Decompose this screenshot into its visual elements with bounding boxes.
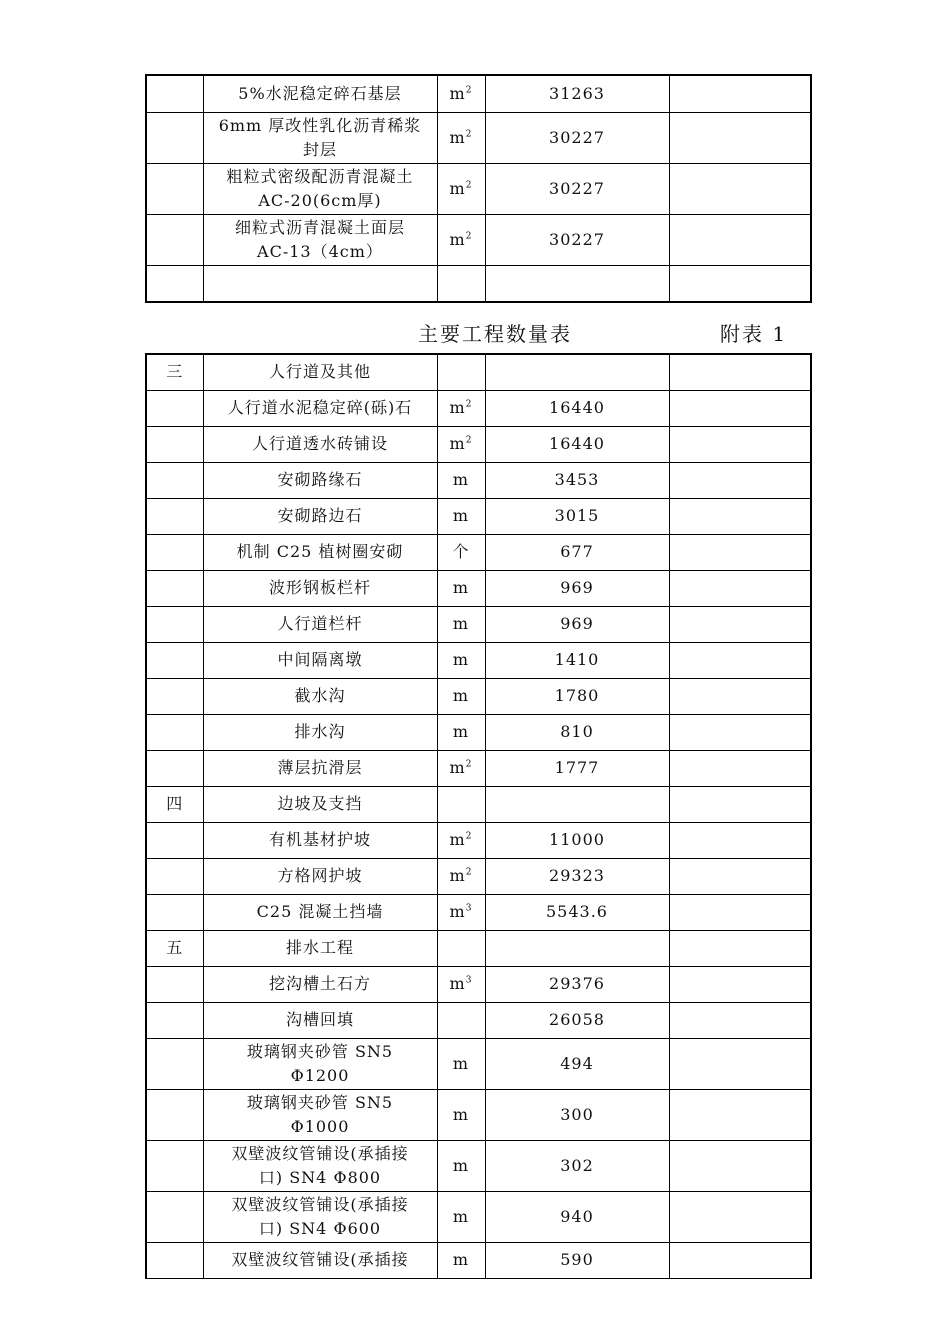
table-row <box>146 75 811 112</box>
row-number-cell <box>146 498 203 534</box>
unit-cell <box>437 678 485 714</box>
quantity-cell: 1780 <box>485 678 669 714</box>
item-name-line: 人行道水泥稳定碎(砾)石 <box>227 398 413 417</box>
row-number-cell <box>146 390 203 426</box>
item-name-line: 挖沟槽土石方 <box>268 974 371 993</box>
item-name-line: 6mm 厚改性乳化沥青稀浆 <box>218 115 422 135</box>
item-name-line: 中间隔离墩 <box>277 650 363 669</box>
item-name-line: 人行道透水砖铺设 <box>251 434 388 453</box>
row-number-cell <box>146 1089 203 1140</box>
item-name-line: 粗粒式密级配沥青混凝土 <box>226 166 414 186</box>
unit-text: m <box>449 902 466 921</box>
remarks-cell <box>669 570 811 606</box>
remarks-cell <box>669 858 811 894</box>
unit-text: m <box>449 830 466 849</box>
unit-cell <box>437 786 485 822</box>
item-name-line: 5%水泥稳定碎石基层 <box>238 83 402 103</box>
remarks-cell <box>669 1038 811 1089</box>
unit-text: m <box>449 758 466 777</box>
remarks-cell <box>669 822 811 858</box>
remarks-cell <box>669 462 811 498</box>
item-name-cell <box>203 498 437 534</box>
item-name-line: 排水沟 <box>294 722 346 741</box>
unit-cell <box>437 642 485 678</box>
table-row <box>146 930 811 966</box>
item-name-cell <box>203 642 437 678</box>
item-name-line: 玻璃钢夹砂管 SN5 <box>246 1041 394 1061</box>
remarks-cell <box>669 966 811 1002</box>
item-name-cell <box>203 1002 437 1038</box>
item-name-cell <box>203 1191 437 1242</box>
table-row <box>146 1140 811 1191</box>
remarks-cell <box>669 1089 811 1140</box>
unit-text: m <box>449 127 466 147</box>
item-name-cell <box>203 265 437 302</box>
unit-text: m <box>452 1053 470 1073</box>
unit-superscript: 3 <box>465 903 473 914</box>
table-row <box>146 354 811 390</box>
unit-cell <box>437 606 485 642</box>
unit-text: m <box>452 722 470 741</box>
table-row <box>146 112 811 163</box>
unit-text: m <box>452 470 470 489</box>
unit-cell <box>437 750 485 786</box>
unit-cell <box>437 714 485 750</box>
item-name-cell <box>203 894 437 930</box>
unit-text: m <box>452 578 470 597</box>
item-name-cell <box>203 1140 437 1191</box>
unit-superscript: 3 <box>465 975 473 986</box>
unit-text: m <box>452 686 470 705</box>
remarks-cell <box>669 678 811 714</box>
unit-text: m <box>452 614 470 633</box>
row-number-cell <box>146 534 203 570</box>
unit-text: m <box>452 506 470 525</box>
remarks-cell <box>669 265 811 302</box>
row-number-cell <box>146 894 203 930</box>
row-number-cell <box>146 1140 203 1191</box>
unit-cell <box>437 894 485 930</box>
item-name-cell <box>203 930 437 966</box>
item-name-line <box>206 271 435 295</box>
unit-cell <box>437 462 485 498</box>
quantity-cell <box>485 265 669 302</box>
remarks-cell <box>669 1140 811 1191</box>
item-name-line: 人行道栏杆 <box>277 614 363 633</box>
table-row <box>146 822 811 858</box>
item-name-line: 边坡及支挡 <box>277 794 363 813</box>
item-name-line: 截水沟 <box>294 686 346 705</box>
item-name-cell <box>203 822 437 858</box>
unit-cell <box>437 1089 485 1140</box>
unit-cell <box>437 1242 485 1278</box>
item-name-cell <box>203 390 437 426</box>
item-name-cell <box>203 750 437 786</box>
unit-text: m <box>452 1250 470 1269</box>
quantity-cell <box>485 930 669 966</box>
unit-text: m <box>449 83 466 103</box>
unit-text: m <box>449 229 466 249</box>
remarks-cell <box>669 1242 811 1278</box>
item-name-line: 机制 C25 植树圈安砌 <box>236 542 404 561</box>
item-name-line: 排水工程 <box>285 938 354 957</box>
table-row <box>146 750 811 786</box>
quantity-cell: 26058 <box>485 1002 669 1038</box>
quantity-cell: 30227 <box>485 163 669 214</box>
unit-superscript: 2 <box>465 831 473 842</box>
item-name-line: Φ1200 <box>290 1065 350 1085</box>
item-name-line: 人行道及其他 <box>268 362 371 382</box>
row-number-cell <box>146 966 203 1002</box>
unit-cell <box>437 570 485 606</box>
row-number-cell <box>146 606 203 642</box>
unit-cell <box>437 163 485 214</box>
table-row <box>146 606 811 642</box>
item-name-cell <box>203 606 437 642</box>
row-number-cell <box>146 1242 203 1278</box>
unit-superscript: 2 <box>465 231 473 242</box>
quantity-cell: 30227 <box>485 214 669 265</box>
unit-superscript: 2 <box>465 759 473 770</box>
quantity-cell: 969 <box>485 570 669 606</box>
item-name-cell <box>203 534 437 570</box>
table-row <box>146 1242 811 1278</box>
unit-superscript: 2 <box>465 867 473 878</box>
quantity-table-main <box>145 353 812 1279</box>
remarks-cell <box>669 930 811 966</box>
table-row <box>146 462 811 498</box>
item-name-cell <box>203 1242 437 1278</box>
remarks-cell <box>669 75 811 112</box>
row-number-cell <box>146 750 203 786</box>
unit-text: 个 <box>452 542 470 561</box>
quantity-cell: 11000 <box>485 822 669 858</box>
unit-cell <box>437 966 485 1002</box>
table-row <box>146 214 811 265</box>
unit-cell <box>437 354 485 390</box>
quantity-cell: 31263 <box>485 75 669 112</box>
item-name-line: 薄层抗滑层 <box>277 758 363 777</box>
table-row <box>146 1002 811 1038</box>
quantity-cell: 16440 <box>485 426 669 462</box>
remarks-cell <box>669 894 811 930</box>
row-number-cell <box>146 112 203 163</box>
remarks-cell <box>669 606 811 642</box>
item-name-line: 口) SN4 Φ800 <box>258 1167 382 1187</box>
item-name-line: 方格网护坡 <box>277 866 363 885</box>
item-name-line: 安砌路缘石 <box>277 470 363 489</box>
item-name-line: 口) SN4 Φ600 <box>258 1218 382 1238</box>
quantity-cell: 494 <box>485 1038 669 1089</box>
item-name-line: 细粒式沥青混凝土面层 <box>234 217 405 237</box>
row-number-cell <box>146 265 203 302</box>
table-row <box>146 426 811 462</box>
unit-text: m <box>449 398 466 417</box>
unit-text: m <box>452 1206 470 1226</box>
row-number-cell <box>146 1002 203 1038</box>
row-number-cell <box>146 214 203 265</box>
unit-cell <box>437 1140 485 1191</box>
quantity-cell: 3015 <box>485 498 669 534</box>
unit-cell <box>437 265 485 302</box>
quantity-cell: 30227 <box>485 112 669 163</box>
quantity-cell: 29376 <box>485 966 669 1002</box>
remarks-cell <box>669 163 811 214</box>
item-name-line: Φ1000 <box>290 1116 350 1136</box>
table-row <box>146 265 811 302</box>
remarks-cell <box>669 1002 811 1038</box>
item-name-line: 双壁波纹管铺设(承插接 <box>231 1250 409 1269</box>
unit-text: m <box>452 1104 470 1124</box>
unit-superscript: 2 <box>465 180 473 191</box>
row-number-cell <box>146 163 203 214</box>
item-name-line: AC-13（4cm） <box>257 241 383 261</box>
unit-superscript: 2 <box>465 85 473 96</box>
item-name-cell <box>203 462 437 498</box>
item-name-cell <box>203 354 437 390</box>
quantity-cell: 3453 <box>485 462 669 498</box>
item-name-line: 沟槽回填 <box>285 1010 354 1029</box>
item-name-cell <box>203 570 437 606</box>
quantity-cell: 677 <box>485 534 669 570</box>
unit-cell <box>437 214 485 265</box>
table-row <box>146 163 811 214</box>
row-number-cell: 四 <box>146 786 203 822</box>
item-name-cell <box>203 786 437 822</box>
table-row <box>146 894 811 930</box>
quantity-cell: 940 <box>485 1191 669 1242</box>
remarks-cell <box>669 750 811 786</box>
unit-superscript: 2 <box>465 129 473 140</box>
remarks-cell <box>669 642 811 678</box>
unit-superscript: 2 <box>465 399 473 410</box>
row-number-cell <box>146 75 203 112</box>
table-row <box>146 1038 811 1089</box>
table-row <box>146 1089 811 1140</box>
quantity-cell <box>485 786 669 822</box>
row-number-cell <box>146 1191 203 1242</box>
remarks-cell <box>669 354 811 390</box>
item-name-cell <box>203 858 437 894</box>
row-number-cell <box>146 426 203 462</box>
quantity-cell <box>485 354 669 390</box>
remarks-cell <box>669 534 811 570</box>
unit-cell <box>437 426 485 462</box>
row-number-cell <box>146 1038 203 1089</box>
item-name-cell <box>203 1089 437 1140</box>
row-number-cell <box>146 462 203 498</box>
remarks-cell <box>669 426 811 462</box>
row-number-cell: 五 <box>146 930 203 966</box>
unit-text: m <box>449 178 466 198</box>
quantity-cell: 16440 <box>485 390 669 426</box>
table-row <box>146 966 811 1002</box>
item-name-line: 波形钢板栏杆 <box>268 578 371 597</box>
item-name-line: 封层 <box>302 139 337 159</box>
table-row <box>146 1191 811 1242</box>
item-name-cell <box>203 714 437 750</box>
row-number-cell <box>146 858 203 894</box>
quantity-cell: 810 <box>485 714 669 750</box>
remarks-cell <box>669 1191 811 1242</box>
row-number-cell: 三 <box>146 354 203 390</box>
quantity-cell: 969 <box>485 606 669 642</box>
table-row <box>146 714 811 750</box>
unit-cell <box>437 858 485 894</box>
table-row <box>146 570 811 606</box>
quantity-cell: 590 <box>485 1242 669 1278</box>
table-caption-title: 主要工程数量表 <box>418 322 572 346</box>
unit-superscript: 2 <box>465 435 473 446</box>
remarks-cell <box>669 498 811 534</box>
unit-cell <box>437 930 485 966</box>
quantity-cell: 5543.6 <box>485 894 669 930</box>
item-name-cell <box>203 163 437 214</box>
item-name-cell <box>203 214 437 265</box>
item-name-line: 安砌路边石 <box>277 506 363 525</box>
quantity-table-continued <box>145 74 812 303</box>
item-name-line: 双壁波纹管铺设(承插接 <box>231 1194 409 1214</box>
unit-text: m <box>449 434 466 453</box>
item-name-cell <box>203 966 437 1002</box>
table-row <box>146 642 811 678</box>
row-number-cell <box>146 570 203 606</box>
item-name-line: 有机基材护坡 <box>268 830 371 849</box>
unit-cell <box>437 75 485 112</box>
unit-cell <box>437 822 485 858</box>
unit-cell <box>437 1038 485 1089</box>
remarks-cell <box>669 112 811 163</box>
quantity-cell: 302 <box>485 1140 669 1191</box>
quantity-cell: 29323 <box>485 858 669 894</box>
table-attachment-label: 附表 1 <box>720 322 788 346</box>
unit-cell <box>437 1191 485 1242</box>
remarks-cell <box>669 214 811 265</box>
row-number-cell <box>146 822 203 858</box>
table-row <box>146 498 811 534</box>
remarks-cell <box>669 390 811 426</box>
quantity-cell: 300 <box>485 1089 669 1140</box>
row-number-cell <box>146 714 203 750</box>
item-name-line: 玻璃钢夹砂管 SN5 <box>246 1092 394 1112</box>
table-row <box>146 678 811 714</box>
remarks-cell <box>669 714 811 750</box>
item-name-cell <box>203 112 437 163</box>
unit-text: m <box>452 1155 470 1175</box>
item-name-cell <box>203 75 437 112</box>
table-row <box>146 858 811 894</box>
table-row <box>146 534 811 570</box>
unit-cell <box>437 498 485 534</box>
unit-cell <box>437 1002 485 1038</box>
item-name-line: C25 混凝土挡墙 <box>256 902 384 921</box>
table-row <box>146 390 811 426</box>
unit-cell <box>437 112 485 163</box>
item-name-cell <box>203 426 437 462</box>
table-row <box>146 786 811 822</box>
item-name-line: AC-20(6cm厚) <box>258 190 382 210</box>
item-name-cell <box>203 678 437 714</box>
unit-text: m <box>449 866 466 885</box>
row-number-cell <box>146 642 203 678</box>
unit-cell <box>437 390 485 426</box>
unit-cell <box>437 534 485 570</box>
remarks-cell <box>669 786 811 822</box>
row-number-cell <box>146 678 203 714</box>
item-name-cell <box>203 1038 437 1089</box>
unit-text: m <box>449 974 466 993</box>
item-name-line: 双壁波纹管铺设(承插接 <box>231 1143 409 1163</box>
unit-text: m <box>452 650 470 669</box>
quantity-cell: 1410 <box>485 642 669 678</box>
quantity-cell: 1777 <box>485 750 669 786</box>
